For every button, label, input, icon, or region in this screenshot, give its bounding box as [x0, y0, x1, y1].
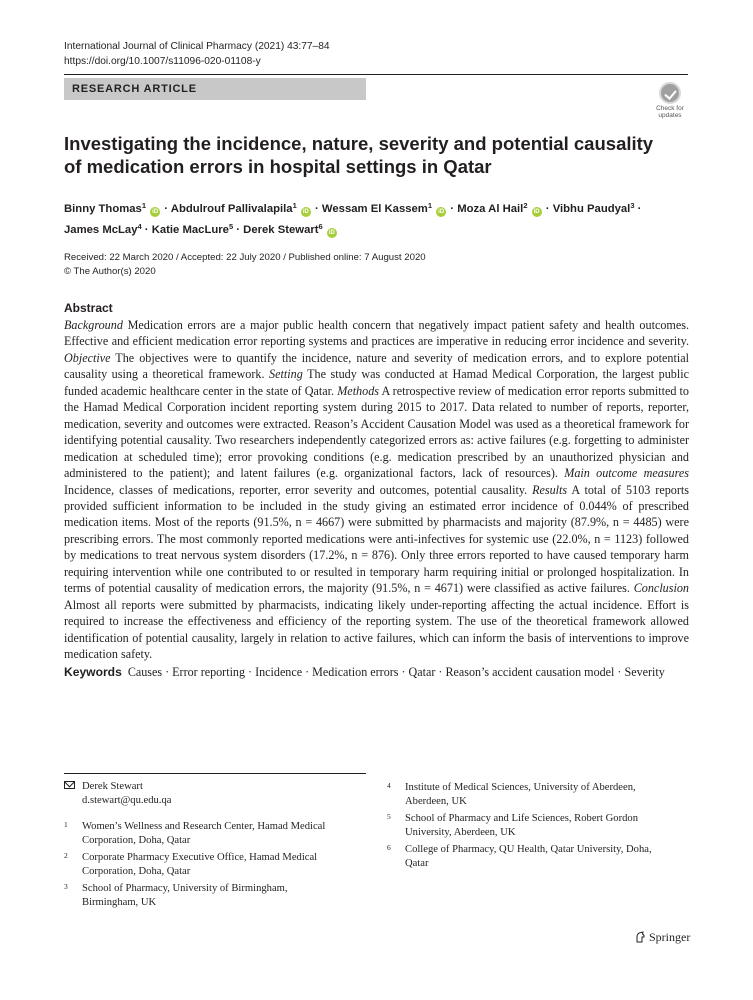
journal-citation: International Journal of Clinical Pharmacy (2021) 43:77–84: [64, 41, 330, 52]
affiliation: 5 School of Pharmacy and Life Sciences, Robert Gordon University, Aberdeen, UK: [387, 812, 639, 838]
doi-link[interactable]: https://doi.org/10.1007/s11096-020-01108-y: [64, 55, 261, 67]
article-type-banner: RESEARCH ARTICLE: [64, 78, 366, 100]
keywords: [64, 664, 689, 680]
author-name[interactable]: James McLay: [64, 224, 138, 236]
copyright-line: © The Author(s) 2020: [64, 265, 156, 277]
abstract-label-objective: Objective: [64, 350, 111, 365]
envelope-icon: [64, 781, 75, 789]
check-updates-icon: [659, 82, 681, 104]
author-name[interactable]: Binny Thomas: [64, 203, 142, 215]
affiliation: 3 School of Pharmacy, University of Birmingham, Birmingham, UK: [64, 882, 288, 908]
abstract-body: Background Medication errors are a major public health concern that negatively impact patient safety and health outcomes. Effective and efficient medication error reporting systems and practices are imperative in reducing error incidence and severity. Objective The objectives were to quantify the incidence, nature and severity of medication errors, and to explore potential causality using a theoretical framework. Setting The study was conducted at Hamad Medical Corporation, the largest public funded academic healthcare center in the state of Qatar. Methods A retrospective review of medication error reports submitted to the Hamad Medical Corporation incident reporting system during 2015 to 2017. Data related to number of reports, reporter, medication, severity and outcomes were extracted. Reason’s Accident Causation Model was used as a theoretical framework for identifying potential causality. Two researchers independently categorized errors as: active failures (e.g. forgetting to administer medication at scheduled time); error provoking conditions (e.g. medication prescribed by an unauthorized physician and administered to the patient); and latent failures (e.g. organizational factors, lack of resources). Main outcome measures Incidence, classes of medications, reporter, error severity and outcomes, potential causality. Results A total of 5103 reports provided sufficient information to be included in the study giving an estimated error incidence of 0.044% of prescribed medication items. Most of the reports (91.5%, n = 4667) were submitted by pharmacists and majority (87.9%, n = 4485) were prescribing errors. The most commonly reported medications were anti-infectives for systemic use (22.0%, n = 1123) followed by medications to treat nervous system disorders (17.2%, n = 876). Only three errors reported to have caused temporary harm requiring intervention while one contributed to or resulted in temporary harm requiring initial or prolonged hospitalization. In terms of potential causality of medication errors, the majority (91.5%, n = 4671) were classified as active failures. Conclusion Almost all reports were submitted by pharmacists, indicating likely under-reporting affecting the actual incidence. Effort is required to increase the effectiveness and efficiency of the reporting system. The use of the theoretical framework allowed identification of potential causality, largely in relation to active failures, which can inform the basis of interventions to improve medication safety.: [64, 318, 689, 662]
affiliation: 4 Institute of Medical Sciences, University of Aberdeen, Aberdeen, UK: [387, 781, 636, 807]
orcid-icon[interactable]: iD: [328, 230, 335, 236]
abstract-label-background: Background: [64, 318, 123, 332]
keywords-list: Causes · Error reporting · Incidence · Medication errors · Qatar · Reason’s accident causation model · Severity: [127, 665, 665, 679]
orcid-icon[interactable]: iD: [302, 209, 309, 215]
abstract-heading: Abstract: [64, 301, 113, 315]
author-name[interactable]: Moza Al Hail: [457, 203, 524, 215]
corresponding-author: [64, 780, 171, 808]
abstract-label-methods: Methods: [337, 383, 379, 398]
check-updates-label: Check for updates: [656, 105, 684, 119]
footnote-rule: [64, 773, 366, 774]
publisher-logo: [634, 930, 690, 945]
publisher-name: Springer: [649, 930, 691, 944]
journal-header: [64, 40, 330, 69]
affiliation: 6 College of Pharmacy, QU Health, Qatar University, Doha, Qatar: [387, 843, 652, 869]
abstract-label-setting: Setting: [269, 367, 303, 382]
affiliation: 1 Women’s Wellness and Research Center, Hamad Medical Corporation, Doha, Qatar: [64, 820, 326, 846]
author-name[interactable]: Abdulrouf Pallivalapila: [170, 203, 293, 215]
author-list: Binny Thomas$^1$ iD · Abdulrouf Pallivalapila$^1$ iD · Wessam El Kassem$^1$ iD · Moza Al Hail$^2$ iD · Vibhu Paudyal$^3$ · James McLay$^4$ · Katie MacLure$^5$ · Derek Stewart$^6$ iD: [64, 201, 642, 236]
affiliation: 2 Corporate Pharmacy Executive Office, Hamad Medical Corporation, Doha, Qatar: [64, 851, 318, 877]
keywords-label: Keywords: [64, 665, 122, 679]
check-for-updates-button[interactable]: [651, 82, 689, 122]
author-name[interactable]: Katie MacLure: [151, 224, 229, 236]
springer-horse-icon: [634, 931, 646, 943]
article-title: Investigating the incidence, nature, severity and potential causality of medication errors in hospital settings in Qatar: [64, 133, 654, 177]
orcid-icon[interactable]: iD: [533, 209, 540, 215]
corresponding-name: Derek Stewart: [82, 781, 143, 792]
author-name[interactable]: Vibhu Paudyal: [552, 203, 631, 215]
abstract-label-results: Results: [532, 482, 568, 497]
history-dates: Received: 22 March 2020 / Accepted: 22 July 2020 / Published online: 7 August 2020: [64, 252, 426, 263]
orcid-icon[interactable]: iD: [152, 209, 159, 215]
orcid-icon[interactable]: iD: [438, 209, 445, 215]
author-name[interactable]: Wessam El Kassem: [321, 203, 428, 215]
header-rule: [64, 74, 688, 75]
publication-dates: [64, 251, 426, 278]
abstract-label-main-outcome: Main outcome measures: [564, 466, 689, 481]
abstract-label-conclusion: Conclusion: [633, 581, 689, 596]
author-name[interactable]: Derek Stewart: [243, 224, 319, 236]
corresponding-email[interactable]: d.stewart@qu.edu.qa: [82, 795, 172, 806]
